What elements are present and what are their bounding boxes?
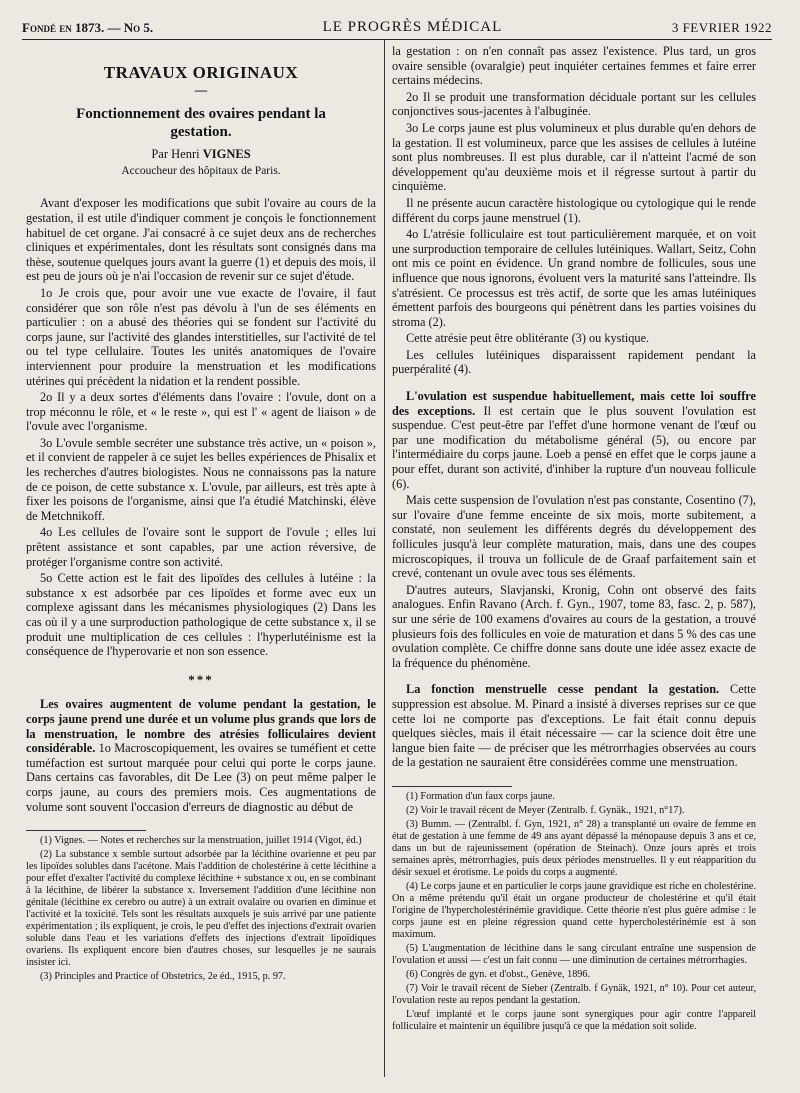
footnote: L'œuf implanté et le corps jaune sont synergiques pour agir contre l'appareil folliculaire et maintenir un équilibre jusqu'à ce que la médation soit solide.: [392, 1008, 756, 1032]
header-journal-title: LE PROGRÈS MÉDICAL: [322, 19, 503, 35]
article-author: [26, 147, 376, 162]
footnote-rule: [392, 786, 512, 787]
author-name: VIGNES: [202, 147, 251, 162]
footnote: (1) Vignes. — Notes et recherches sur la menstruation, juillet 1914 (Vigot, éd.): [40, 835, 362, 847]
paragraph: [26, 697, 376, 814]
footnote: (1) Formation d'un faux corps jaune.: [406, 790, 555, 802]
paragraph: 2o Il y a deux sortes d'éléments dans l'ovaire : l'ovule, dont on a trop méconnu le rôle, et « le reste », qui est l' « agent de liaison » de l'ovule avec l'organisme.: [26, 390, 376, 434]
paragraph: Les cellules lutéiniques disparaissent rapidement pendant la puerpéralité (4).: [392, 347, 756, 377]
header-founded: Fondé en 1873. — No 5.: [22, 20, 154, 35]
gap: [392, 672, 756, 682]
paragraph: 4o Les cellules de l'ovaire sont le support de l'ovule ; elles lui prêtent assistance et sont capables, par une action réversive, de protéger l'organisme contre son activité.: [26, 525, 376, 569]
footnote: (5) L'augmentation de lécithine dans le sang circulant entraîne une suspension de l'ovulation et aussi — c'est un fait connu — une diminution de certaines métrorrhagies.: [392, 942, 756, 966]
section-heading: TRAVAUX ORIGINAUX: [103, 63, 299, 82]
section-stars: ***: [188, 671, 214, 687]
column-divider: [384, 40, 385, 1077]
right-column: [392, 44, 756, 1077]
footnote: (3) Principles and Practice of Obstetrics, 2e éd., 1915, p. 97.: [40, 971, 286, 983]
paragraph-text: 1o Macroscopiquement, les ovaires se tuméfient et cette tuméfaction est surtout marquée pour celui qui porte le corps jaune. Dans certains cas favorables, dit De Lee (3) on peut même palper le corps jaune, au cours des premiers mois. Ces augmentations de volume sont souvent l'occasion d'erreurs de diagnostic au début de: [26, 741, 376, 814]
footnote: (6) Congrès de gyn. et d'obst., Genève, 1896.: [406, 968, 591, 980]
footnote: (4) Le corps jaune et en particulier le corps jaune gravidique est riche en cholestérine. On a même prétendu qu'il était un organe producteur de cholestérine et qu'il était l'origine de l'hypercholestérinémie gravidique. Cette théorie n'est plus guère admise : le corps jaune est en pleine régression quand cette hypercholestérinémie est à son maximum.: [392, 880, 756, 940]
bold-lead-in: Les ovaires augmentent de volume pendant la gestation, le corps jaune prend une durée et un volume plus grands que lors de la menstruation, le nombre des atrésies folliculaires devient considérable.: [26, 697, 376, 756]
paragraph: [392, 682, 756, 770]
paragraph: [392, 389, 756, 491]
paragraph: 2o Il se produit une transformation déciduale portant sur les cellules conjonctives sous-jacentes à l'albuginée.: [392, 89, 756, 119]
footnote: (3) Bumm. — (Zentralbl. f. Gyn, 1921, n° 28) a transplanté un ovaire de femme en état de gestation à une femme de 49 ans ayant dépassé la ménopause depuis 3 ans et ce, dans un but de rajeunissement (opération de Steinach). Onze jours après et trois semaines après, métrorrhagies, puis deux périodes menstruelles. Il y eut réapparition du désir sexuel et érotisme. Le poids du corps a augmenté.: [392, 818, 756, 878]
paragraph-text: Il est certain que le plus souvent l'ovulation est suspendue. C'est peut-être par l'effet d'une hormone venant de l'œuf ou par une modification du métabolisme général (5), ou encore par l'intermédiaire du corps jaune. Loeb a pensé en effet que le corps jaune a pour effet, durant son activité, d'inhiber la rupture d'un nouveau follicule (6).: [392, 403, 756, 491]
left-column: [26, 44, 376, 1077]
footnote: (2) La substance x semble surtout adsorbée par la lécithine ovarienne et peu par les lipoïdes solubles dans l'acétone. Mais l'addition de cholestérine à cette lécithine a pour effet d'exalter l'activité du complexe lécithine + substance x ou, en se combinant à la lécithine, de libérer la substance x. Inversement l'addition d'une lécithine non génitale (lécithine ex cerebro ou autre) à un extrait ovalaire ou ovarien en diminue et l'activité et la toxicité. Tels sont les résultats auxquels je suis arrivé par une patiente expérimentation ; ils expliquent, je crois, le peu d'effet des injections d'extrait ovarien soluble dans l'eau et les variations d'effets des injections d'extrait lipoïdiques ovariens. Ils expliquent encore bien d'autres choses, sur lesquelles je ne saurais insister ici.: [26, 849, 376, 969]
gap: [392, 379, 756, 389]
footnote: (7) Voir le travail récent de Sieber (Zentralb. f Gynäk, 1921, n° 10). Pour cet auteur, l'ovulation reste au repos pendant la gestation.: [392, 982, 756, 1006]
paragraph: 5o Cette action est le fait des lipoïdes des cellules à lutéine : la substance x est adsorbée par ces lipoïdes et forme avec eux un complexe agissant dans les mécanismes physiologiques (2) Dans les cas où il y a une surproduction pathologique de cette substance x, il se produit une multiplication de ces cellules : l'hyperlutéinisme est la conséquence de l'hyperovarie et non son essence.: [26, 571, 376, 659]
bold-lead-in: La fonction menstruelle cesse pendant la gestation.: [406, 682, 720, 697]
paragraph: Il ne présente aucun caractère histologique ou cytologique qui le rende différent du corps jaune menstruel (1).: [392, 195, 756, 225]
paragraph: 4o L'atrésie folliculaire est tout particulièrement marquée, et on voit une surproduction temporaire de cellules lutéiniques. Wallart, Seitz, Cohn ont mis ce point en évidence. Un grand nombre de follicules, sous une influence que nous ignorons, évoluent vers la maturité sans l'atteindre. Ils s'atrésient. Ce processus est très actif, de sorte que les amas lutéiniques émettent parfois des bourgeons qui pénètrent dans les parties voisines du stroma (2).: [392, 227, 756, 329]
paragraph: Mais cette suspension de l'ovulation n'est pas constante, Cosentino (7), sur l'ovaire d'une femme enceinte de six mois, morte subitement, a constaté, non seulement les différents degrés du développement des follicules jusqu'à leur complète maturation, mais, dans une des coupes microscopiques, il trouva un follicule de de Graaf parfaitement sain et crevé, contenant un ovule avec tous ses éléments.: [392, 493, 756, 581]
paragraph: Cette atrésie peut être oblitérante (3) ou kystique.: [406, 331, 650, 346]
section-dash: —: [194, 82, 208, 97]
article-title: Fonctionnement des ovaires pendant la gestation.: [76, 106, 326, 141]
author-affiliation: Accoucheur des hôpitaux de Paris.: [121, 164, 281, 177]
header-date: 3 FEVRIER 1922: [671, 20, 772, 35]
bold-lead-in: L'ovulation est suspendue habituellement, mais cette loi souffre des exceptions.: [392, 389, 756, 418]
paragraph: 1o Je crois que, pour avoir une vue exacte de l'ovaire, il faut considérer que son rôle n'est pas dévolu à l'un de ses éléments en particulier : on a abusé des théories qui se fondent sur l'activité du corps jaune, sur l'activité des glandes interstitielles, sur l'activité de tel ou tel type cellulaire. Toutes les unités anatomiques de l'ovaire interviennent pour produire la menstruation et les modifications utérines qui précèdent la nidation et la rendent possible.: [26, 285, 376, 388]
author-prefix: Par Henri: [151, 147, 203, 162]
paragraph: 3o Le corps jaune est plus volumineux et plus durable qu'en dehors de la gestation. Il est volumineux, parce que les assises de cellules à lutéine sont plus nombreuses. Il est plus durable, car il n'atteint l'acmé de son développement qu'au deuxième mois et il régresse surtout à partir du cinquième.: [392, 120, 756, 194]
paragraph: D'autres auteurs, Slavjanski, Kronig, Cohn ont observé des faits analogues. Enfin Ravano (Arch. f. Gyn., 1907, tome 83, fasc. 2, p. 587), sur une série de 100 examens d'ovaires au cours de la gestation, a trouvé plusieurs fois des follicules en voie de maturation et dans 5 % des cas une ovulation complète. Ce chiffre donne sans doute une idée assez exacte de la fréquence du phénomène.: [392, 582, 756, 670]
page-header: [22, 14, 772, 40]
footnote: (2) Voir le travail récent de Meyer (Zentralb. f. Gynäk., 1921, n°17).: [406, 804, 685, 816]
paragraph: Avant d'exposer les modifications que subit l'ovaire au cours de la gestation, il est utile d'indiquer comment je conçois le fonctionnement habituel de cet organe. J'ai consacré à ce sujet deux ans de recherches cliniques et expérimentales, dont les résultats sont consignés dans ma thèse, soutenue quelques jours avant la guerre (1) et depuis des mois, il est peu de jours où je n'ai l'occasion de revenir sur ce sujet d'étude.: [26, 196, 376, 284]
paragraph: 3o L'ovule semble secréter une substance très active, un « poison », et il convient de rappeler à ce sujet les belles expériences de Phisalix et les recherches d'autres biologistes. Nous ne connaissons pas la nature de ce poison, de cette substance x. L'ovule, par ailleurs, est très apte à fixer les poisons de l'organisme, ainsi que l'a étudié Matchinski, élève de Metchnikoff.: [26, 435, 376, 523]
paragraph-text: Cette suppression est absolue. M. Pinard a insisté à diverses reprises sur ce que cette loi ne comporte pas d'exceptions. Le fait était connu depuis quelques siècles, mais il était nécessaire — car la science doit être une langue bien faite — de préciser que les métrorrhagies observées au cours de la gestation ne sauraient être considérées comme une menstruation.: [392, 682, 756, 770]
paragraph: la gestation : on n'en connaît pas assez l'existence. Plus tard, un gros ovaire sensible (ovaralgie) peut inquiéter certaines femmes et faire errer certains médecins.: [392, 44, 756, 88]
footnote-rule: [26, 830, 146, 831]
